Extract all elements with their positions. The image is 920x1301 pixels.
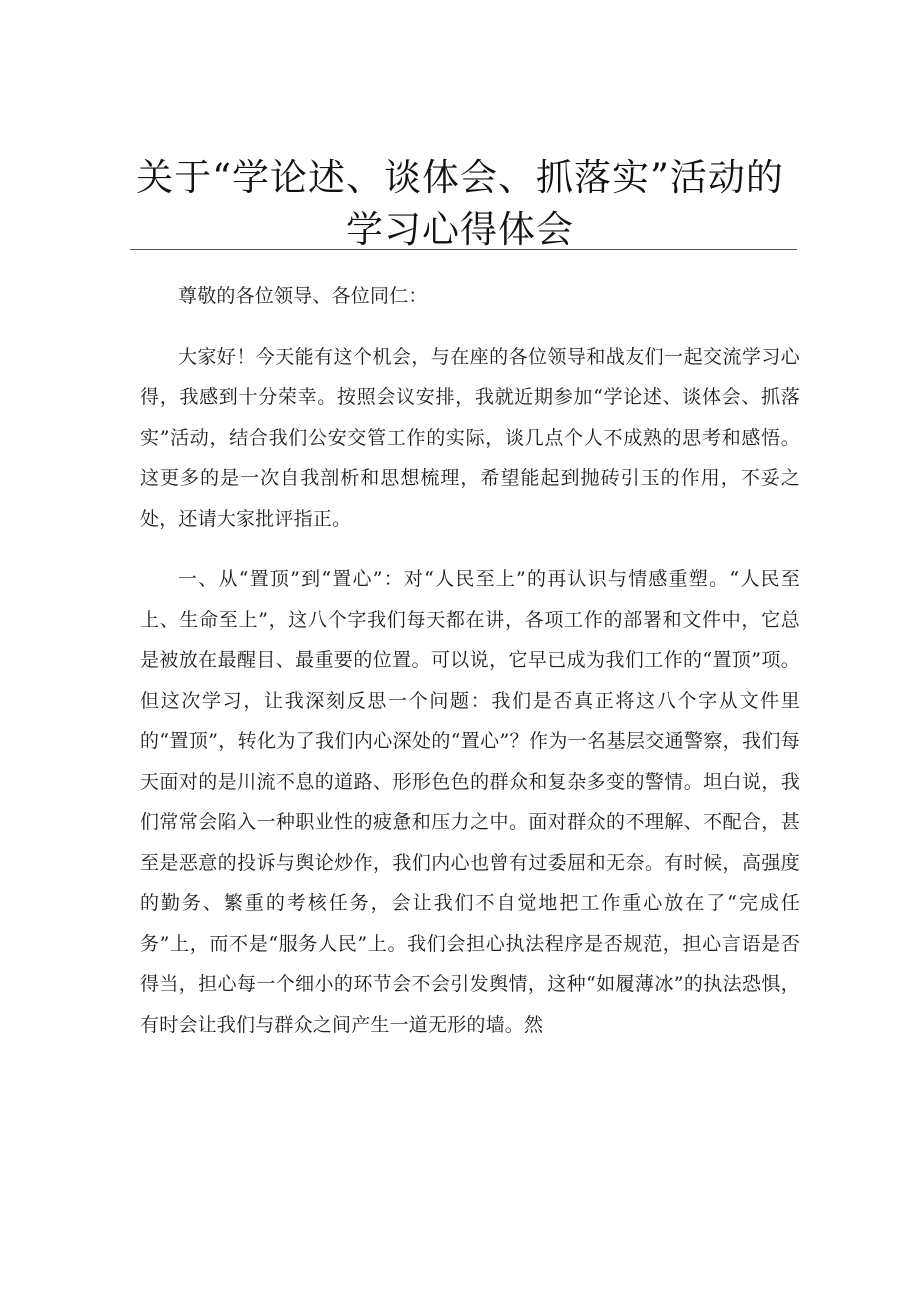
paragraph-section-one: 一、从“置顶”到“置心”：对“人民至上”的再认识与情感重塑。“人民至上、生命至上”，这八个字我们每天都在讲，各项工作的部署和文件中，它总是被放在最醒目、最重要的位置。可以说，它早已成为我们工作的“置顶”项。但这次学习，让我深刻反思一个问题：我们是否真正将这八个字从文件里的“置顶”，转化为了我们内心深处的“置心”？作为一名基层交通警察，我们每天面对的是川流不息的道路、形形色色的群众和复杂多变的警情。坦白说，我们常常会陷入一种职业性的疲惫和压力之中。面对群众的不理解、不配合，甚至是恶意的投诉与舆论炒作，我们内心也曾有过委屈和无奈。有时候，高强度的勤务、繁重的考核任务，会让我们不自觉地把工作重心放在了“完成任务”上，而不是“服务人民”上。我们会担心执法程序是否规范，担心言语是否得当，担心每一个细小的环节会不会引发舆情，这种“如履薄冰”的执法恐惧，有时会让我们与群众之间产生一道无形的墙。然: [140, 568, 800, 1036]
paragraph-opening: 大家好！今天能有这个机会，与在座的各位领导和战友们一起交流学习心得，我感到十分荣幸。按照会议安排，我就近期参加“学论述、谈体会、抓落实”活动，结合我们公安交管工作的实际，谈几点个人不成熟的思考和感悟。这更多的是一次自我剖析和思想梳理，希望能起到抛砖引玉的作用，不妥之处，还请大家批评指正。: [140, 345, 800, 530]
title-divider: [130, 249, 797, 250]
document-body: [140, 276, 800, 1065]
salutation: 尊敬的各位领导、各位同仁：: [178, 285, 428, 307]
document-title: 关于“学论述、谈体会、抓落实”活动的学习心得体会: [136, 156, 784, 251]
